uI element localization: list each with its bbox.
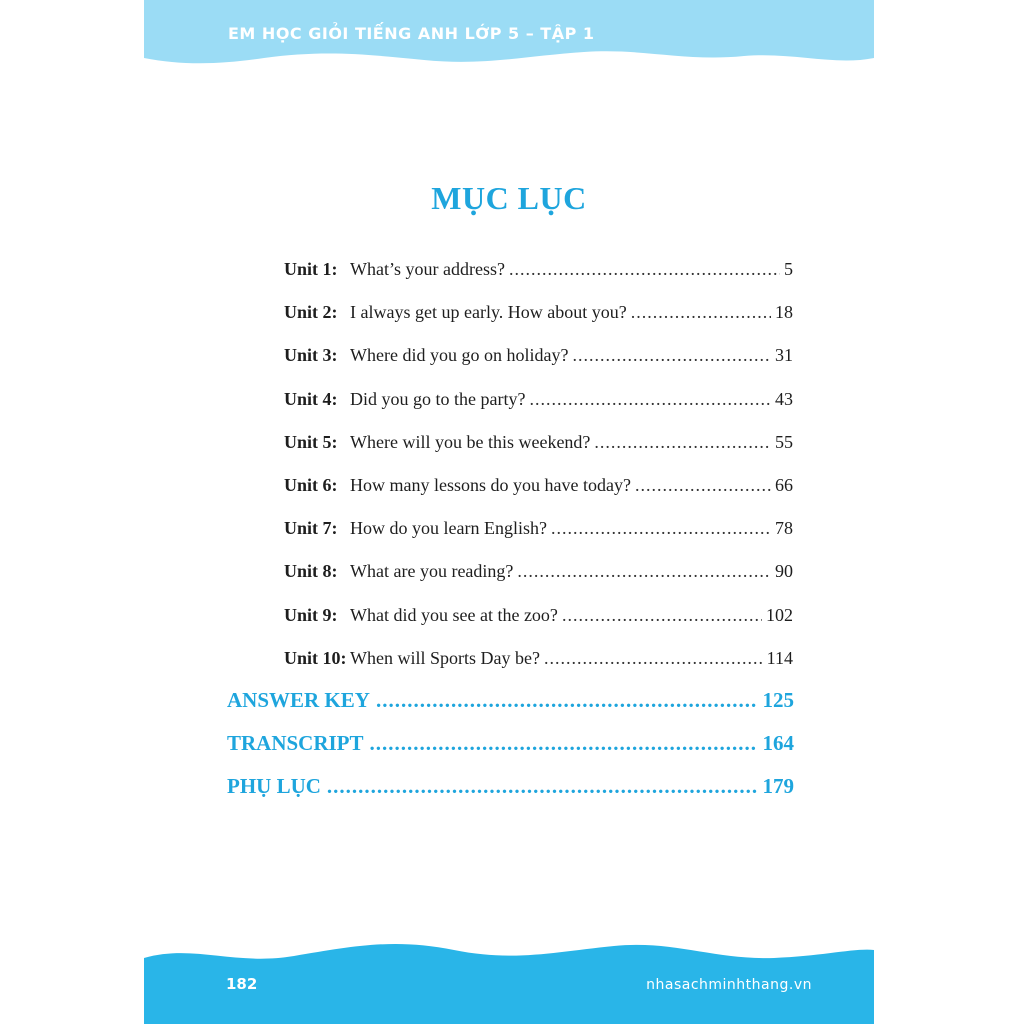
toc-unit-row (284, 432, 793, 458)
unit-page-number: 114 (766, 647, 793, 668)
toc-unit-row (284, 345, 793, 371)
unit-topic: What did you see at the zoo? (350, 604, 558, 625)
unit-label: Unit 8: (284, 561, 338, 582)
dot-leader (594, 432, 771, 453)
dot-leader (529, 389, 771, 410)
toc-unit-row (284, 518, 793, 544)
toc-section-row (227, 774, 794, 804)
unit-label: Unit 2: (284, 302, 338, 323)
dot-leader (517, 561, 771, 582)
unit-page-number: 31 (775, 345, 793, 366)
dot-leader (544, 648, 763, 669)
unit-topic: When will Sports Day be? (350, 647, 540, 668)
section-page-number: 125 (762, 688, 794, 712)
dot-leader (551, 518, 771, 539)
toc-unit-row (284, 605, 793, 631)
section-label: PHỤ LỤC (227, 774, 321, 798)
unit-topic: How do you learn English? (350, 518, 547, 539)
dot-leader (509, 259, 780, 280)
toc-unit-row (284, 561, 793, 587)
toc-unit-row (284, 475, 793, 501)
unit-page-number: 102 (766, 604, 793, 625)
unit-topic: How many lessons do you have today? (350, 475, 631, 495)
dot-leader (562, 605, 762, 626)
unit-label: Unit 3: (284, 345, 338, 366)
section-page-number: 179 (762, 774, 794, 798)
unit-label: Unit 6: (284, 475, 338, 495)
unit-label: Unit 9: (284, 604, 338, 625)
toc-section-row (227, 688, 794, 718)
page-number: 182 (226, 975, 258, 993)
dot-leader (327, 774, 757, 799)
unit-topic: Did you go to the party? (350, 388, 526, 409)
section-page-number: 164 (762, 731, 794, 755)
toc-unit-row (284, 389, 793, 415)
unit-topic: I always get up early. How about you? (350, 302, 627, 323)
book-page (144, 0, 874, 1024)
dot-leader (631, 302, 771, 323)
toc-unit-row (284, 302, 793, 328)
dot-leader (572, 345, 771, 366)
toc-section-row (227, 731, 794, 761)
unit-topic: Where did you go on holiday? (350, 345, 569, 366)
unit-page-number: 5 (784, 259, 793, 279)
section-label: ANSWER KEY (227, 688, 370, 712)
dot-leader (635, 475, 771, 496)
page-title: MỤC LỤC (431, 180, 587, 216)
running-header: EM HỌC GIỎI TIẾNG ANH LỚP 5 – TẬP 1 (228, 24, 595, 43)
toc-unit-row (284, 648, 793, 674)
unit-topic: What are you reading? (350, 561, 514, 582)
dot-leader (370, 731, 757, 756)
unit-label: Unit 5: (284, 431, 338, 452)
unit-topic: What’s your address? (350, 259, 505, 279)
unit-label: Unit 4: (284, 388, 338, 409)
unit-page-number: 43 (775, 388, 793, 409)
unit-page-number: 18 (775, 302, 793, 323)
unit-page-number: 78 (775, 518, 793, 539)
unit-label: Unit 7: (284, 518, 338, 539)
unit-page-number: 90 (775, 561, 793, 582)
unit-page-number: 66 (775, 475, 793, 495)
toc-unit-row (284, 259, 793, 285)
section-label: TRANSCRIPT (227, 731, 364, 755)
website-url: nhasachminhthang.vn (646, 977, 812, 993)
unit-label: Unit 10: (284, 647, 347, 668)
unit-topic: Where will you be this weekend? (350, 431, 591, 452)
unit-label: Unit 1: (284, 259, 338, 279)
unit-page-number: 55 (775, 431, 793, 452)
dot-leader (376, 688, 757, 713)
